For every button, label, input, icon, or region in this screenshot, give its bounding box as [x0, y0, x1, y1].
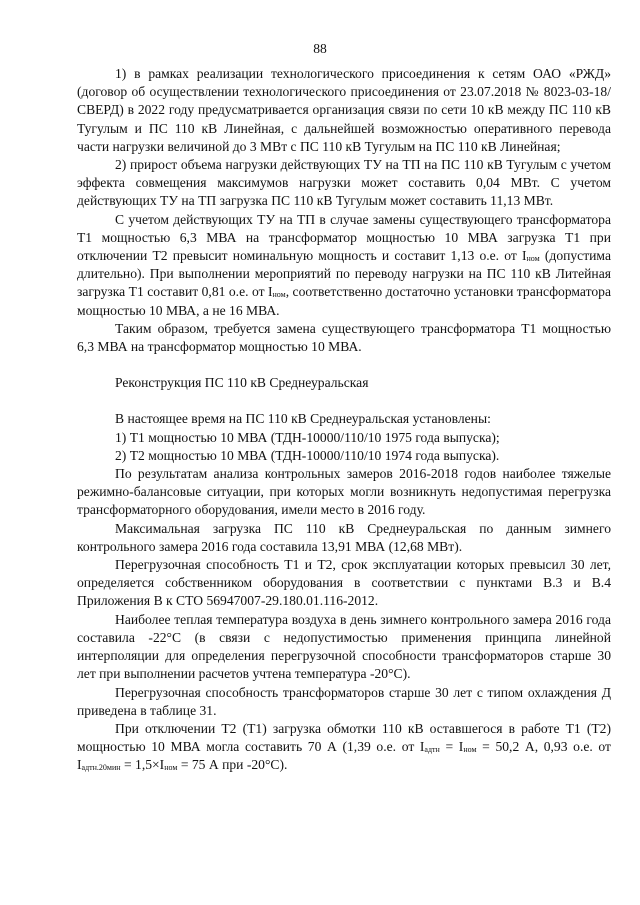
- paragraph-overload-capacity: Перегрузочная способность Т1 и Т2, срок эксплуатации которых превысил 30 лет, определяется собственником оборудования в соответствии с пунктами В.3 и В.4 Приложения В к СТО 56947007-29.180.01.116-2012.: [77, 557, 611, 609]
- list-item-t1: 1) Т1 мощностью 10 МВА (ТДН-10000/110/10 1975 года выпуска);: [115, 429, 500, 445]
- paragraph-item-2: 2) прирост объема нагрузки действующих ТУ на ТП на ПС 110 кВ Тугулым с учетом эффекта совмещения максимумов нагрузки может составить 0,04 МВт. С учетом действующих ТУ на ТП загрузка ПС 110 кВ Тугулым может составить 11,13 МВт.: [77, 157, 611, 209]
- paragraph-analysis: По результатам анализа контрольных замеров 2016-2018 годов наиболее тяжелые режимно-балансовые ситуации, при которых могли возникнуть недопустимая перегрузка трансформаторного оборудования, имели место в 2016 году.: [77, 466, 611, 518]
- paragraph-item-1: 1) в рамках реализации технологического присоединения к сетям ОАО «РЖД» (договор об осуществлении технологического присоединения от 23.07.2018 № 8023-03-18/СВЕРД) в 2022 году предусматривается организация связи по сети 10 кВ между ПС 110 кВ Тугулым и ПС 110 кВ Линейная, с дальнейшей возможностью оперативного перевода части нагрузки величиной до 3 МВт с ПС 110 кВ Тугулым на ПС 110 кВ Линейная;: [77, 66, 611, 154]
- paragraph-table-reference: Перегрузочная способность трансформаторов старше 30 лет с типом охлаждения Д приведена в таблице 31.: [77, 684, 611, 718]
- document-body: [77, 65, 611, 775]
- list-item-t2: 2) Т2 мощностью 10 МВА (ТДН-10000/110/10 1974 года выпуска).: [115, 447, 500, 463]
- page-number: 88: [313, 41, 327, 56]
- paragraph-intro: В настоящее время на ПС 110 кВ Среднеуральская установлены:: [115, 411, 491, 427]
- paragraph-conclusion: Таким образом, требуется замена существующего трансформатора Т1 мощностью 6,3 МВА на трансформатор мощностью 10 МВА.: [77, 320, 611, 355]
- paragraph-outage-load: При отключении Т2 (Т1) загрузка обмотки 110 кВ оставшегося в работе Т1 (Т2) мощностью 10 МВА могла составить 70 А (1,39 о.е. от $I_{адтн} = I_{ном} = 50,2$ А, 0,93 о.е. от $I_{адтн.20мин} = 1,5\times I_{ном} = 75$ А при -20°С).: [77, 720, 611, 773]
- paragraph-max-load: Максимальная загрузка ПС 110 кВ Среднеуральская по данным зимнего контрольного замера 2016 года составила 13,91 МВА (12,68 МВт).: [77, 520, 611, 554]
- paragraph-transformer-replacement: С учетом действующих ТУ на ТП в случае замены существующего трансформатора Т1 мощностью 6,3 МВА на трансформатор мощностью 10 МВА загрузка Т1 при отключении Т2 превысит номинальную мощность и составит 1,13 о.е. от $I_{ном}$ (допустима длительно). При выполнении мероприятий по переводу нагрузки на ПС 110 кВ Литейная загрузка Т1 составит 0,81 о.е. от $I_{ном}$, соответственно достаточно установки трансформатора мощностью 10 МВА, а не 16 МВА.: [77, 211, 611, 318]
- section-heading: Реконструкция ПС 110 кВ Среднеуральская: [115, 375, 369, 391]
- paragraph-temperature: Наиболее теплая температура воздуха в день зимнего контрольного замера 2016 года составила -22°С (в связи с недопустимостью применения принципа линейной интерполяции для определения перегрузочной способности трансформаторов старше 30 лет при выполнении расчетов учтена температура -20°С).: [77, 611, 611, 682]
